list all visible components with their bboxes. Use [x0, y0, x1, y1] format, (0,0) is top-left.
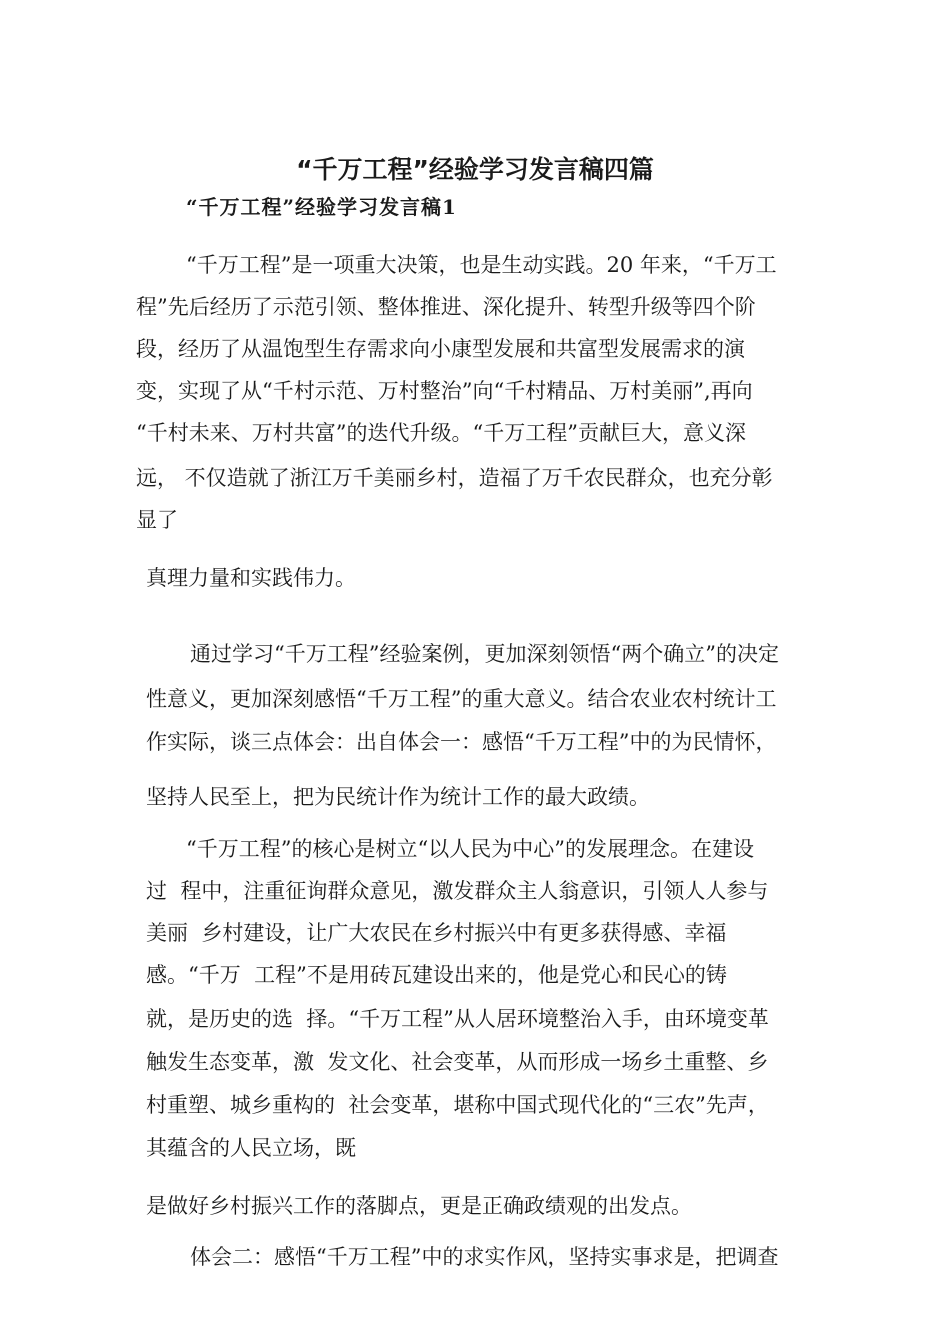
text-line: 真理力量和实践伟力。: [146, 566, 356, 590]
text-line: 村重塑、城乡重构的 社会变革，堪称中国式现代化的“三农”先声，: [146, 1093, 769, 1117]
text-line: 其蕴含的人民立场，既: [146, 1136, 356, 1160]
text-line: 显了: [136, 508, 178, 532]
document-title: “千万工程”经验学习发言稿四篇: [296, 155, 654, 184]
text-line: 性意义，更加深刻感悟“千万工程”的重大意义。结合农业农村统计工: [146, 687, 777, 711]
text-line: “千万工程”是一项重大决策，也是生动实践。20 年来，“千万工: [186, 253, 777, 277]
text-line: “千万工程”的核心是树立“以人民为中心”的发展理念。在建设: [186, 837, 754, 861]
text-line: 是做好乡村振兴工作的落脚点，更是正确政绩观的出发点。: [146, 1194, 692, 1218]
text-line: 变，实现了从“千村示范、万村整治”向“千村精品、万村美丽”,再向: [136, 379, 753, 403]
text-line: 远， 不仅造就了浙江万千美丽乡村，造福了万千农民群众，也充分彰: [136, 466, 773, 490]
text-line: 程”先后经历了示范引领、整体推进、深化提升、转型升级等四个阶: [136, 295, 756, 319]
text-line: 感。“千万 工程”不是用砖瓦建设出来的，他是党心和民心的铸: [146, 963, 727, 987]
text-line: 体会二：感悟“千万工程”中的求实作风，坚持实事求是，把调查: [190, 1245, 779, 1269]
text-line: 触发生态变革，激 发文化、社会变革，从而形成一场乡土重整、乡: [146, 1050, 769, 1074]
text-line: “千村未来、万村共富”的迭代升级。“千万工程”贡献巨大，意义深: [136, 421, 746, 445]
text-line: 通过学习“千万工程”经验案例，更加深刻领悟“两个确立”的决定: [190, 642, 779, 666]
section-heading: “千万工程”经验学习发言稿1: [186, 195, 457, 219]
text-line: 作实际，谈三点体会：出自体会一：感悟“千万工程”中的为民情怀，: [146, 730, 777, 754]
text-line: 美丽 乡村建设，让广大农民在乡村振兴中有更多获得感、幸福: [146, 921, 727, 945]
text-line: 段，经历了从温饱型生存需求向小康型发展和共富型发展需求的演: [136, 337, 745, 361]
text-line: 就，是历史的选 择。“千万工程”从人居环境整治入手，由环境变革: [146, 1007, 769, 1031]
text-line: 过 程中，注重征询群众意见，激发群众主人翁意识，引领人人参与: [146, 879, 769, 903]
text-line: 坚持人民至上，把为民统计作为统计工作的最大政绩。: [146, 785, 650, 809]
